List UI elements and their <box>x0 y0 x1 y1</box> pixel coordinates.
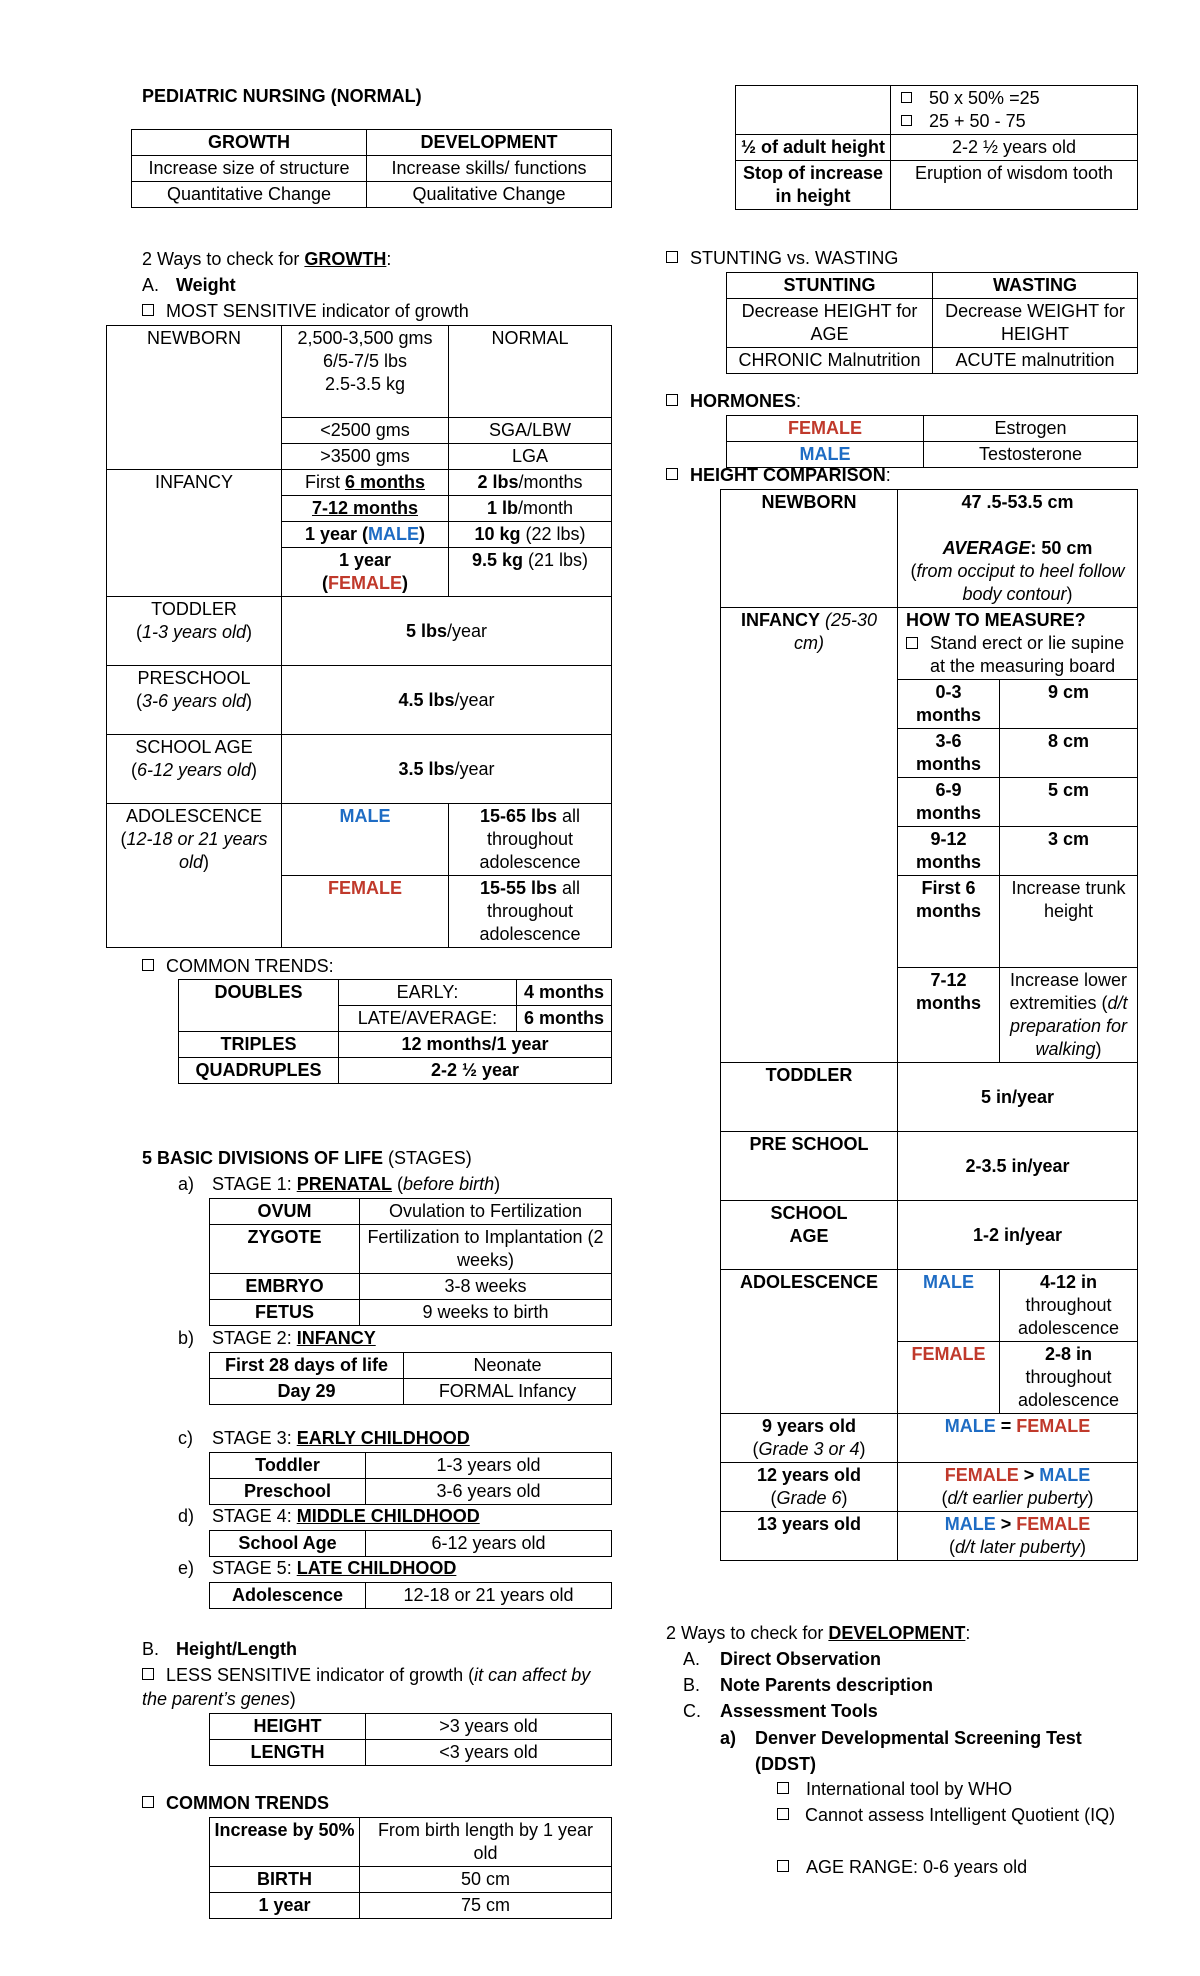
development-header: DEVELOPMENT <box>367 130 612 156</box>
development-cell: Increase skills/ functions <box>367 156 612 182</box>
m712-label: 7-12 months <box>898 968 1000 1063</box>
checkbox-icon <box>666 468 678 480</box>
stage2-heading: b) STAGE 2: INFANCY <box>178 1328 376 1348</box>
hormones-bullet: HORMONES: <box>666 389 801 413</box>
m03-value: 9 cm <box>1000 680 1138 729</box>
y13-label: 13 years old <box>721 1512 898 1561</box>
late-childhood-table <box>209 1582 612 1609</box>
early-label: EARLY: <box>339 980 517 1006</box>
newborn-label: NEWBORN <box>107 326 282 470</box>
m912-label: 9-12 months <box>898 827 1000 876</box>
height-comparison-bullet: HEIGHT COMPARISON: <box>666 463 891 487</box>
prenatal-table <box>209 1198 612 1326</box>
schoolage-value: 6-12 years old <box>366 1531 612 1557</box>
newborn-normal: NORMAL <box>449 326 612 418</box>
early-childhood-table <box>209 1452 612 1505</box>
ddst-bullet-1: International tool by WHO <box>777 1777 1012 1801</box>
checkbox-icon <box>142 959 154 971</box>
male-label: MALE <box>898 1270 1000 1342</box>
increase-label: Increase by 50% <box>210 1818 360 1867</box>
preschool-value: 3-6 years old <box>366 1479 612 1505</box>
length-value: <3 years old <box>366 1740 612 1766</box>
hormones-table <box>726 415 1138 468</box>
middle-childhood-table <box>209 1530 612 1557</box>
m36-value: 8 cm <box>1000 729 1138 778</box>
preschool-value: 2-3.5 in/year <box>898 1132 1138 1201</box>
how-to-measure: HOW TO MEASURE? Stand erect or lie supine at the measuring board <box>898 608 1138 680</box>
schoolage-label: SCHOOL AGE <box>721 1201 898 1270</box>
height-trends-table <box>209 1817 612 1919</box>
weight-table <box>106 325 612 948</box>
toddler-value: 1-3 years old <box>366 1453 612 1479</box>
m912-value: 3 cm <box>1000 827 1138 876</box>
growth-cell: Quantitative Change <box>132 182 367 208</box>
ovum-value: Ovulation to Fertilization <box>360 1199 612 1225</box>
early-value: 4 months <box>517 980 612 1006</box>
infancy-712: 7-12 months <box>282 496 449 522</box>
adolescence-male-value: 15-65 lbs all throughout adolescence <box>449 804 612 876</box>
weight-lt: <2500 gms <box>282 418 449 444</box>
ddst-bullet-2: Cannot assess Intelligent Quotient (IQ) <box>777 1803 1137 1827</box>
development-cell: Qualitative Change <box>367 182 612 208</box>
ways-growth-heading: 2 Ways to check for GROWTH: <box>142 249 392 269</box>
weight-lga: LGA <box>449 444 612 470</box>
stage3-heading: c) STAGE 3: EARLY CHILDHOOD <box>178 1428 470 1448</box>
checkbox-icon <box>142 1668 154 1680</box>
growth-development-table <box>131 129 612 208</box>
male-label: MALE <box>727 442 924 468</box>
female-label: FEMALE <box>727 416 924 442</box>
stage5-heading: e) STAGE 5: LATE CHILDHOOD <box>178 1558 457 1578</box>
first28-label: First 28 days of life <box>210 1353 404 1379</box>
ovum-label: OVUM <box>210 1199 360 1225</box>
schoolage-value: 3.5 lbs/year <box>282 735 612 804</box>
stage4-heading: d) STAGE 4: MIDDLE CHILDHOOD <box>178 1506 480 1526</box>
first6-value: Increase trunk height <box>1000 876 1138 968</box>
stunting-header: STUNTING <box>727 273 933 299</box>
m69-label: 6-9 months <box>898 778 1000 827</box>
m712-value: Increase lower extremities (d/t preparation for walking) <box>1000 968 1138 1063</box>
checkbox-icon <box>777 1808 789 1820</box>
stop-label: Stop of increase in height <box>736 161 891 210</box>
adult-height-table <box>735 85 1138 210</box>
checkbox-icon <box>666 251 678 263</box>
y12-value: FEMALE > MALE (d/t earlier puberty) <box>898 1463 1138 1512</box>
first28-value: Neonate <box>404 1353 612 1379</box>
stunting-bullet: STUNTING vs. WASTING <box>666 246 898 270</box>
empty-cell <box>736 86 891 135</box>
quadruples-label: QUADRUPLES <box>179 1058 339 1084</box>
day29-label: Day 29 <box>210 1379 404 1405</box>
triples-label: TRIPLES <box>179 1032 339 1058</box>
year1-label: 1 year <box>210 1893 360 1919</box>
checkbox-icon <box>666 394 678 406</box>
increase-value: From birth length by 1 year old <box>360 1818 612 1867</box>
height-value: >3 years old <box>366 1714 612 1740</box>
toddler-label: TODDLER (1-3 years old) <box>107 597 282 666</box>
trends-table <box>178 979 612 1084</box>
checkbox-icon <box>142 304 154 316</box>
y9-label: 9 years old (Grade 3 or 4) <box>721 1414 898 1463</box>
zygote-value: Fertilization to Implantation (2 weeks) <box>360 1225 612 1274</box>
adolescence-value: 12-18 or 21 years old <box>366 1583 612 1609</box>
checkbox-icon <box>777 1860 789 1872</box>
toddler-value: 5 in/year <box>898 1063 1138 1132</box>
dev-item-c: C. Assessment Tools <box>683 1701 878 1721</box>
infancy-label: INFANCY <box>107 470 282 597</box>
checkbox-icon <box>901 92 912 103</box>
half-adult-label: ½ of adult height <box>736 135 891 161</box>
fetus-label: FETUS <box>210 1300 360 1326</box>
adolescence-female: FEMALE <box>282 876 449 948</box>
late-value: 6 months <box>517 1006 612 1032</box>
stunting-cell: Decrease HEIGHT for AGE <box>727 299 933 348</box>
stunting-table <box>726 272 1138 374</box>
estrogen-value: Estrogen <box>924 416 1138 442</box>
preschool-value: 4.5 lbs/year <box>282 666 612 735</box>
schoolage-label: SCHOOL AGE (6-12 years old) <box>107 735 282 804</box>
toddler-value: 5 lbs/year <box>282 597 612 666</box>
adolescence-label: Adolescence <box>210 1583 366 1609</box>
weight-sga: SGA/LBW <box>449 418 612 444</box>
infancy-1y-female-value: 9.5 kg (21 lbs) <box>449 548 612 597</box>
infancy-label: INFANCY (25-30 cm) <box>721 608 898 1063</box>
checkbox-icon <box>777 1782 789 1794</box>
zygote-label: ZYGOTE <box>210 1225 360 1274</box>
wasting-cell: ACUTE malnutrition <box>933 348 1138 374</box>
female-value: 2-8 in throughout adolescence <box>1000 1342 1138 1414</box>
infancy-712-value: 1 lb/month <box>449 496 612 522</box>
newborn-weight: 2,500-3,500 gms 6/5-7/5 lbs 2.5-3.5 kg <box>282 326 449 418</box>
infancy-1y-male-value: 10 kg (22 lbs) <box>449 522 612 548</box>
y9-value: MALE = FEMALE <box>898 1414 1138 1463</box>
newborn-value: 47 .5-53.5 cm AVERAGE: 50 cm (from occiput to heel follow body contour) <box>898 490 1138 608</box>
infancy-1y-female: 1 year (FEMALE) <box>282 548 449 597</box>
stunting-cell: CHRONIC Malnutrition <box>727 348 933 374</box>
wasting-header: WASTING <box>933 273 1138 299</box>
height-length-table <box>209 1713 612 1766</box>
ways-development-heading: 2 Ways to check for DEVELOPMENT: <box>666 1623 971 1643</box>
checkbox-icon <box>901 115 912 126</box>
checkbox-icon <box>142 1796 154 1808</box>
page-title: PEDIATRIC NURSING (NORMAL) <box>142 86 422 106</box>
doubles-label: DOUBLES <box>179 980 339 1032</box>
schoolage-label: School Age <box>210 1531 366 1557</box>
birth-value: 50 cm <box>360 1867 612 1893</box>
stop-value: Eruption of wisdom tooth <box>891 161 1138 210</box>
infancy-first6-value: 2 lbs/months <box>449 470 612 496</box>
weight-heading: A. Weight <box>142 275 236 295</box>
newborn-label: NEWBORN <box>721 490 898 608</box>
half-adult-value: 2-2 ½ years old <box>891 135 1138 161</box>
calc-cell: 50 x 50% =25 25 + 50 - 75 <box>891 86 1138 135</box>
m36-label: 3-6 months <box>898 729 1000 778</box>
birth-label: BIRTH <box>210 1867 360 1893</box>
height-comparison-table <box>720 489 1138 1561</box>
toddler-label: Toddler <box>210 1453 366 1479</box>
embryo-value: 3-8 weeks <box>360 1274 612 1300</box>
height-trends-bullet: COMMON TRENDS <box>142 1791 329 1815</box>
adolescence-female-value: 15-55 lbs all throughout adolescence <box>449 876 612 948</box>
preschool-label: Preschool <box>210 1479 366 1505</box>
fetus-value: 9 weeks to birth <box>360 1300 612 1326</box>
testosterone-value: Testosterone <box>924 442 1138 468</box>
ddst-item: a) Denver Developmental Screening Test (DDST) <box>720 1728 1082 1774</box>
preschool-label: PRE SCHOOL <box>721 1132 898 1201</box>
triples-value: 12 months/1 year <box>339 1032 612 1058</box>
y12-label: 12 years old (Grade 6) <box>721 1463 898 1512</box>
wasting-cell: Decrease WEIGHT for HEIGHT <box>933 299 1138 348</box>
adolescence-label: ADOLESCENCE <box>721 1270 898 1414</box>
adolescence-male: MALE <box>282 804 449 876</box>
embryo-label: EMBRYO <box>210 1274 360 1300</box>
m69-value: 5 cm <box>1000 778 1138 827</box>
ddst-bullet-3: AGE RANGE: 0-6 years old <box>777 1855 1027 1879</box>
first6-label: First 6 months <box>898 876 1000 968</box>
height-bullet: LESS SENSITIVE indicator of growth (it can affect by the parent’s genes) <box>142 1665 591 1709</box>
dev-item-a: A. Direct Observation <box>683 1649 882 1669</box>
height-heading: B. Height/Length <box>142 1639 297 1659</box>
y13-value: MALE > FEMALE (d/t later puberty) <box>898 1512 1138 1561</box>
height-label: HEIGHT <box>210 1714 366 1740</box>
growth-cell: Increase size of structure <box>132 156 367 182</box>
dev-item-b: B. Note Parents description <box>683 1675 934 1695</box>
preschool-label: PRESCHOOL (3-6 years old) <box>107 666 282 735</box>
stage1-heading: a) STAGE 1: PRENATAL (before birth) <box>178 1174 501 1194</box>
toddler-label: TODDLER <box>721 1063 898 1132</box>
female-label: FEMALE <box>898 1342 1000 1414</box>
infancy-1y-male: 1 year (MALE) <box>282 522 449 548</box>
stages-heading: 5 BASIC DIVISIONS OF LIFE (STAGES) <box>142 1148 472 1168</box>
m03-label: 0-3 months <box>898 680 1000 729</box>
year1-value: 75 cm <box>360 1893 612 1919</box>
schoolage-value: 1-2 in/year <box>898 1201 1138 1270</box>
day29-value: FORMAL Infancy <box>404 1379 612 1405</box>
checkbox-icon <box>906 637 918 649</box>
length-label: LENGTH <box>210 1740 366 1766</box>
male-value: 4-12 in throughout adolescence <box>1000 1270 1138 1342</box>
infancy-table <box>209 1352 612 1405</box>
growth-header: GROWTH <box>132 130 367 156</box>
late-label: LATE/AVERAGE: <box>339 1006 517 1032</box>
weight-gt: >3500 gms <box>282 444 449 470</box>
weight-bullet: MOST SENSITIVE indicator of growth <box>142 299 469 323</box>
quadruples-value: 2-2 ½ year <box>339 1058 612 1084</box>
trends-bullet: COMMON TRENDS: <box>142 954 334 978</box>
infancy-first6: First 6 months <box>282 470 449 496</box>
adolescence-label: ADOLESCENCE (12-18 or 21 years old) <box>107 804 282 948</box>
